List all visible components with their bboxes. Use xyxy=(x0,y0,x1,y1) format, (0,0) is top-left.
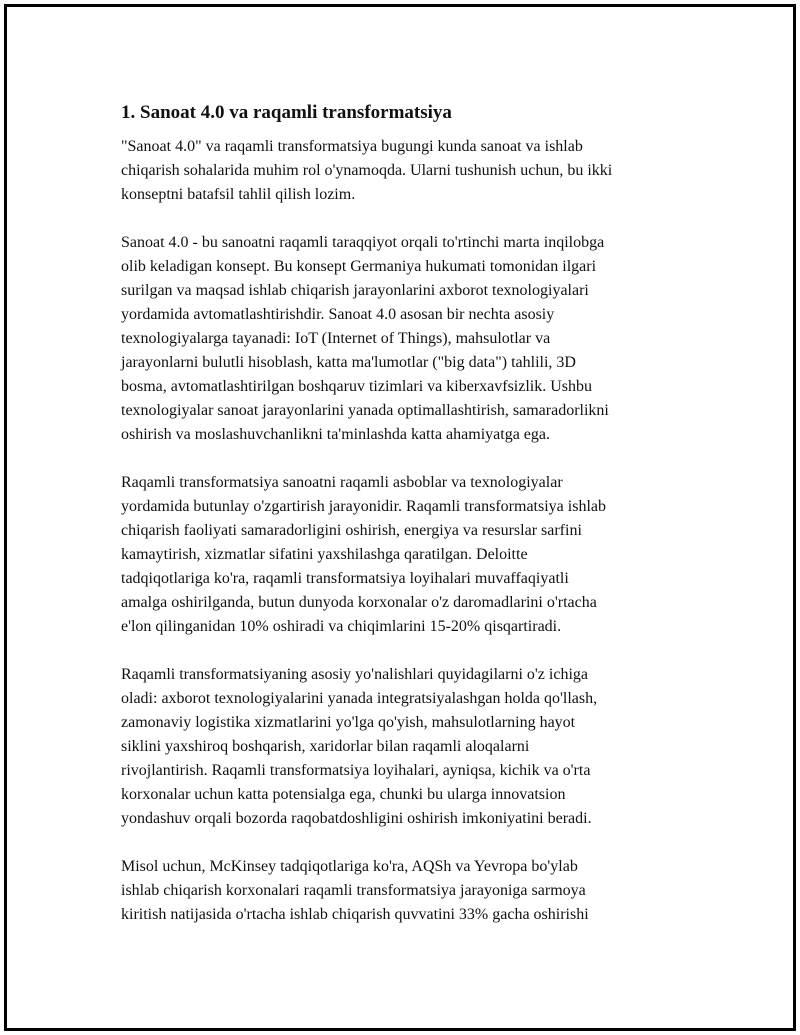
text-line: oshirish va moslashuvchanlikni ta'minlashda katta ahamiyatga ega. xyxy=(121,426,550,443)
section-heading: 1. Sanoat 4.0 va raqamli transformatsiya xyxy=(121,102,452,123)
text-line: chiqarish faoliyati samaradorligini oshirish, energiya va resurslar sarfini xyxy=(121,522,582,539)
text-line: olib keladigan konsept. Bu konsept Germaniya hukumati tomonidan ilgari xyxy=(121,258,597,275)
text-line: chiqarish sohalarida muhim rol o'ynamoqda. Ularni tushunish uchun, bu ikki xyxy=(121,162,613,179)
paragraph xyxy=(121,855,681,927)
text-line: kiritish natijasida o'rtacha ishlab chiqarish quvvatini 33% gacha oshirishi xyxy=(121,906,589,923)
text-line: zamonaviy logistika xizmatlarini yo'lga qo'yish, mahsulotlarning hayot xyxy=(121,714,576,731)
paragraph xyxy=(121,471,681,639)
text-line: korxonalar uchun katta potensialga ega, chunki bu ularga innovatsion xyxy=(121,786,566,803)
text-line: tadqiqotlariga ko'ra, raqamli transformatsiya loyihalari muvaffaqiyatli xyxy=(121,570,569,587)
page-frame xyxy=(4,4,796,1031)
text-line: Raqamli transformatsiya sanoatni raqamli asboblar va texnologiyalar xyxy=(121,474,563,491)
text-line: rivojlantirish. Raqamli transformatsiya loyihalari, ayniqsa, kichik va o'rta xyxy=(121,762,591,779)
text-line: siklini yaxshiroq boshqarish, xaridorlar bilan raqamli aloqalarni xyxy=(121,738,530,755)
paragraph xyxy=(121,135,681,207)
paragraph xyxy=(121,231,681,447)
text-line: amalga oshirilganda, butun dunyoda korxonalar o'z daromadlarini o'rtacha xyxy=(121,594,597,611)
text-line: kamaytirish, xizmatlar sifatini yaxshilashga qaratilgan. Deloitte xyxy=(121,546,528,563)
text-line: yordamida butunlay o'zgartirish jarayonidir. Raqamli transformatsiya ishlab xyxy=(121,498,606,515)
text-line: Sanoat 4.0 - bu sanoatni raqamli taraqqiyot orqali to'rtinchi marta inqilobga xyxy=(121,234,605,251)
document-body xyxy=(121,99,681,951)
text-line: ishlab chiqarish korxonalari raqamli transformatsiya jarayoniga sarmoya xyxy=(121,882,586,899)
text-line: yordamida avtomatlashtirishdir. Sanoat 4.0 asosan bir nechta asosiy xyxy=(121,306,555,323)
text-line: texnologiyalar sanoat jarayonlarini yanada optimallashtirish, samaradorlikni xyxy=(121,402,609,419)
text-line: bosma, avtomatlashtirilgan boshqaruv tizimlari va kiberxavfsizlik. Ushbu xyxy=(121,378,593,395)
text-line: Misol uchun, McKinsey tadqiqotlariga ko'ra, AQSh va Yevropa bo'ylab xyxy=(121,858,578,875)
text-line: texnologiyalarga tayanadi: IoT (Internet of Things), mahsulotlar va xyxy=(121,330,551,347)
text-line: jarayonlarni bulutli hisoblash, katta ma'lumotlar ("big data") tahlili, 3D xyxy=(121,354,576,371)
text-line: oladi: axborot texnologiyalarini yanada integratsiyalashgan holda qo'llash, xyxy=(121,690,598,707)
text-line: konseptni batafsil tahlil qilish lozim. xyxy=(121,186,356,203)
text-line: Raqamli transformatsiyaning asosiy yo'nalishlari quyidagilarni o'z ichiga xyxy=(121,666,588,683)
text-line: yondashuv orqali bozorda raqobatdoshligini oshirish imkoniyatini beradi. xyxy=(121,810,592,827)
paragraph xyxy=(121,663,681,831)
text-line: "Sanoat 4.0" va raqamli transformatsiya bugungi kunda sanoat va ishlab xyxy=(121,138,583,155)
text-line: e'lon qilinganidan 10% oshiradi va chiqimlarini 15-20% qisqartiradi. xyxy=(121,618,562,635)
text-line: surilgan va maqsad ishlab chiqarish jarayonlarini axborot texnologiyalari xyxy=(121,282,589,299)
